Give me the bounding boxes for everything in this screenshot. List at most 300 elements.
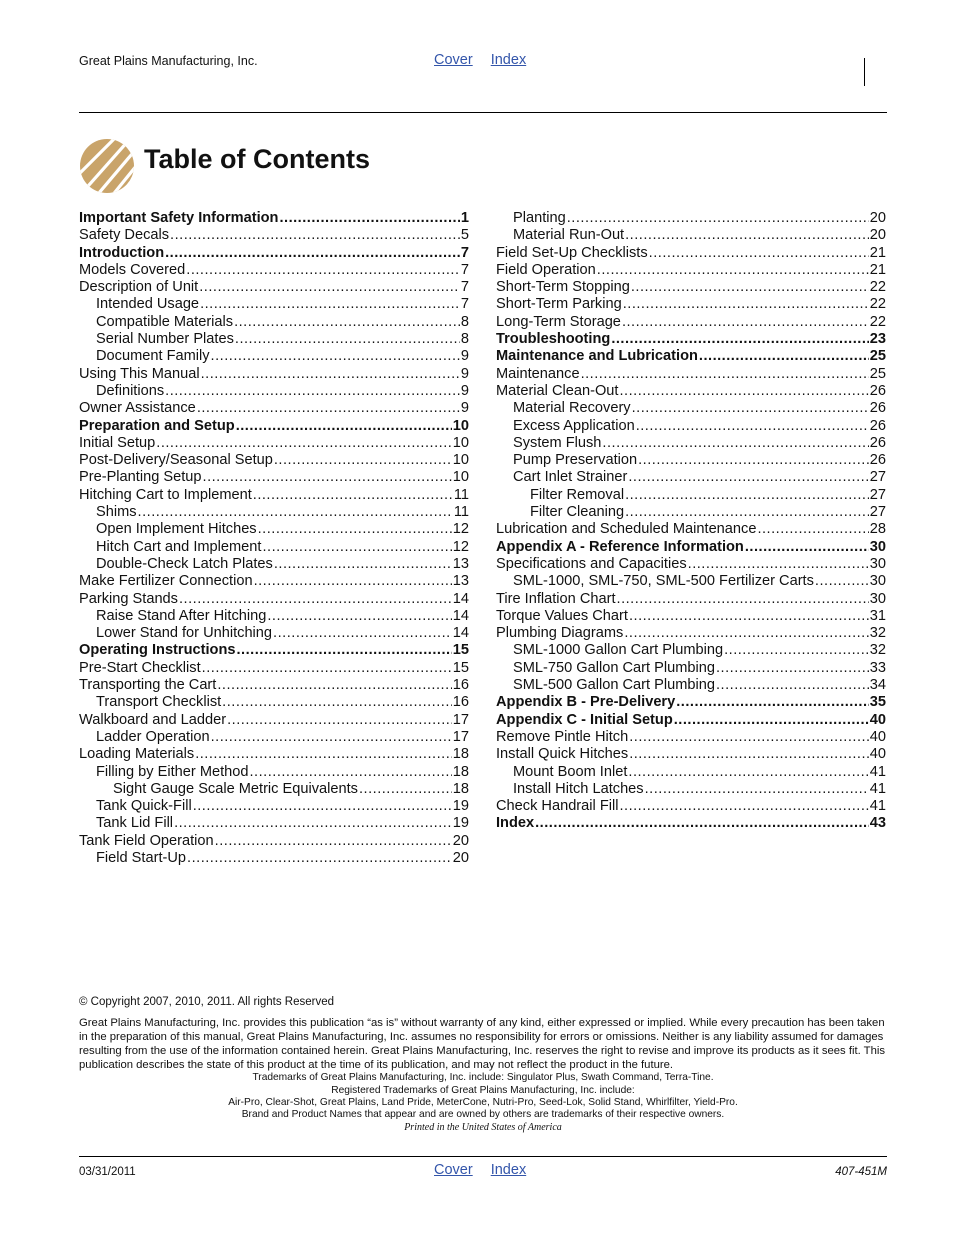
toc-leader-dots: [201, 366, 460, 383]
page-title: Table of Contents: [144, 144, 370, 174]
printed-note: Printed in the United States of America: [404, 1122, 562, 1133]
toc-entry-title: Preparation and Setup: [79, 417, 235, 434]
toc-entry-page: 30: [869, 538, 886, 555]
toc-entry-page: 12: [452, 521, 469, 538]
toc-entry-title: Tank Quick-Fill: [96, 798, 192, 815]
footer-doc-number: 407-451M: [835, 1166, 887, 1178]
toc-leader-dots: [716, 660, 869, 677]
toc-entry-page: 26: [869, 434, 886, 451]
toc-leader-dots: [724, 642, 869, 659]
toc-entry-title: Shims: [96, 504, 137, 521]
toc-entry-page: 21: [869, 261, 886, 278]
toc-entry[interactable]: [496, 798, 886, 815]
toc-entry[interactable]: [496, 591, 886, 608]
footer-nav: [434, 1162, 540, 1178]
toc-entry-page: 7: [460, 261, 469, 278]
toc-entry[interactable]: [79, 227, 469, 244]
toc-leader-dots: [211, 729, 452, 746]
toc-entry-title: Tank Field Operation: [79, 832, 214, 849]
toc-entry-title: Raise Stand After Hitching: [96, 607, 267, 624]
toc-entry-page: 10: [452, 417, 469, 434]
trademark-line: Brand and Product Names that appear and are owned by others are trademarks of their respective owners.: [241, 1109, 725, 1120]
toc-entry[interactable]: [496, 245, 886, 262]
toc-entry-title: Open Implement Hitches: [96, 521, 257, 538]
toc-entry[interactable]: [79, 418, 469, 435]
toc-entry[interactable]: [79, 764, 469, 781]
toc-entry[interactable]: [496, 556, 886, 573]
index-link[interactable]: Index: [490, 1162, 527, 1178]
toc-entry[interactable]: [79, 591, 469, 608]
toc-entry-page: 34: [869, 677, 886, 694]
toc-entry-page: 8: [460, 313, 469, 330]
toc-entry-title: Initial Setup: [79, 434, 156, 451]
toc-leader-dots: [625, 487, 869, 504]
toc-leader-dots: [649, 245, 869, 262]
cover-link[interactable]: Cover: [434, 1162, 473, 1178]
toc-entry-title: Maintenance: [496, 365, 580, 382]
toc-entry-title: Walkboard and Ladder: [79, 711, 227, 728]
toc-entry[interactable]: [79, 262, 469, 279]
toc-leader-dots: [617, 591, 869, 608]
toc-entry-page: 8: [460, 331, 469, 348]
toc-entry-page: 14: [452, 607, 469, 624]
toc-entry[interactable]: [496, 573, 886, 590]
toc-leader-dots: [628, 469, 868, 486]
toc-leader-dots: [211, 348, 460, 365]
toc-leader-dots: [222, 694, 452, 711]
toc-entry-page: 21: [869, 244, 886, 261]
toc-entry-title: Double-Check Latch Plates: [96, 555, 273, 572]
toc-leader-dots: [619, 383, 868, 400]
toc-entry-title: Hitch Cart and Implement: [96, 538, 262, 555]
toc-entry-title: Material Recovery: [513, 400, 631, 417]
toc-entry-title: Material Clean-Out: [496, 382, 619, 399]
bottom-rule: [79, 1156, 887, 1157]
toc-entry-title: Short-Term Stopping: [496, 279, 630, 296]
toc-entry[interactable]: [79, 660, 469, 677]
toc-entry-title: Planting: [513, 210, 566, 226]
toc-entry-title: Document Family: [96, 348, 210, 365]
toc-entry-page: 20: [869, 227, 886, 244]
toc-entry-title: Specifications and Capacities: [496, 555, 687, 572]
toc-entry[interactable]: [79, 539, 469, 556]
toc-entry-page: 9: [460, 382, 469, 399]
toc-leader-dots: [632, 400, 869, 417]
toc-entry-page: 41: [869, 763, 886, 780]
toc-leader-dots: [674, 712, 869, 729]
toc-leader-dots: [235, 331, 460, 348]
toc-entry-page: 25: [869, 348, 886, 365]
toc-entry[interactable]: [79, 469, 469, 486]
toc-entry[interactable]: [496, 660, 886, 677]
toc-entry-page: 22: [869, 313, 886, 330]
toc-entry[interactable]: [79, 366, 469, 383]
toc-entry-title: Lubrication and Scheduled Maintenance: [496, 521, 757, 538]
toc-entry-page: 9: [460, 400, 469, 417]
toc-entry-page: 7: [460, 279, 469, 296]
toc-entry-page: 9: [460, 348, 469, 365]
toc-leader-dots: [645, 781, 869, 798]
toc-leader-dots: [699, 348, 869, 365]
toc-entry-title: Pre-Planting Setup: [79, 469, 202, 486]
toc-entry[interactable]: [496, 383, 886, 400]
toc-entry-page: 20: [452, 832, 469, 849]
toc-entry[interactable]: [79, 625, 469, 642]
toc-leader-dots: [200, 296, 460, 313]
toc-entry-page: 20: [869, 210, 886, 226]
toc-entry-title: Operating Instructions: [79, 642, 236, 659]
toc-entry[interactable]: [79, 452, 469, 469]
toc-entry[interactable]: [496, 677, 886, 694]
toc-entry[interactable]: [496, 729, 886, 746]
toc-entry-page: 26: [869, 400, 886, 417]
toc-entry-title: Appendix C - Initial Setup: [496, 711, 673, 728]
toc-entry-page: 30: [869, 573, 886, 590]
toc-entry[interactable]: [79, 504, 469, 521]
toc-entry-page: 26: [869, 452, 886, 469]
toc-leader-dots: [186, 262, 460, 279]
toc-entry-title: Tire Inflation Chart: [496, 590, 616, 607]
toc-entry-title: Definitions: [96, 382, 165, 399]
toc-entry[interactable]: [79, 677, 469, 694]
toc-leader-dots: [165, 245, 460, 262]
toc-entry-page: 11: [453, 504, 469, 521]
toc-leader-dots: [638, 452, 869, 469]
toc-entry-title: Excess Application: [513, 417, 635, 434]
toc-leader-dots: [359, 781, 452, 798]
toc-entry[interactable]: [496, 712, 886, 729]
footer-date: 03/31/2011: [79, 1166, 136, 1178]
toc-entry-page: 19: [452, 798, 469, 815]
toc-entry-title: Plumbing Diagrams: [496, 625, 624, 642]
toc-entry-title: Loading Materials: [79, 746, 195, 763]
toc-leader-dots: [623, 296, 869, 313]
toc-leader-dots: [197, 400, 460, 417]
toc-leader-dots: [187, 850, 452, 867]
header-company: Great Plains Manufacturing, Inc.: [79, 54, 258, 68]
toc-leader-dots: [253, 487, 453, 504]
toc-entry-page: 27: [869, 486, 886, 503]
toc-entry-title: Torque Values Chart: [496, 607, 628, 624]
toc-entry[interactable]: [79, 487, 469, 504]
toc-leader-dots: [165, 383, 460, 400]
toc-entry[interactable]: [496, 521, 886, 538]
toc-leader-dots: [619, 798, 868, 815]
toc-leader-dots: [170, 227, 460, 244]
toc-entry[interactable]: [496, 608, 886, 625]
toc-entry[interactable]: [79, 573, 469, 590]
toc-entry-page: 28: [869, 521, 886, 538]
toc-entry[interactable]: [79, 850, 469, 867]
toc-entry[interactable]: [79, 210, 469, 227]
toc-entry[interactable]: [496, 504, 886, 521]
toc-leader-dots: [273, 625, 452, 642]
toc-entry-page: 30: [869, 590, 886, 607]
toc-leader-dots: [236, 418, 452, 435]
toc-entry-page: 17: [452, 711, 469, 728]
toc-entry[interactable]: [496, 262, 886, 279]
toc-leader-dots: [622, 314, 869, 331]
toc-entry[interactable]: [496, 314, 886, 331]
toc-leader-dots: [581, 366, 869, 383]
toc-entry-page: 10: [452, 452, 469, 469]
toc-entry-title: Check Handrail Fill: [496, 798, 619, 815]
top-rule: [79, 112, 887, 113]
toc-entry[interactable]: [496, 764, 886, 781]
toc-entry-title: Description of Unit: [79, 279, 199, 296]
toc-entry[interactable]: [79, 400, 469, 417]
toc-entry-title: Install Hitch Latches: [513, 780, 644, 797]
toc-leader-dots: [195, 746, 452, 763]
toc-entry-title: Field Start-Up: [96, 849, 187, 866]
toc-entry[interactable]: [79, 296, 469, 313]
toc-entry[interactable]: [79, 815, 469, 832]
toc-entry[interactable]: [496, 418, 886, 435]
toc-entry-title: Compatible Materials: [96, 313, 234, 330]
toc-leader-dots: [215, 833, 452, 850]
toc-entry[interactable]: [79, 729, 469, 746]
toc-entry-page: 7: [460, 244, 469, 261]
toc-leader-dots: [138, 504, 453, 521]
toc-entry-page: 40: [869, 728, 886, 745]
toc-entry[interactable]: [496, 210, 886, 227]
toc-entry[interactable]: [79, 712, 469, 729]
header-nav: [434, 52, 540, 68]
toc-entry-page: 16: [452, 694, 469, 711]
toc-leader-dots: [267, 608, 451, 625]
toc-entry-title: Filling by Either Method: [96, 763, 249, 780]
toc-entry-title: Intended Usage: [96, 296, 200, 313]
great-plains-logo-icon: [79, 138, 135, 194]
toc-entry[interactable]: [79, 279, 469, 296]
toc-entry-page: 9: [460, 365, 469, 382]
toc-entry[interactable]: [79, 348, 469, 365]
toc-entry[interactable]: [496, 279, 886, 296]
toc-leader-dots: [567, 210, 869, 227]
toc-entry-page: 43: [869, 815, 886, 832]
toc-entry-title: Transport Checklist: [96, 694, 222, 711]
toc-entry-title: Install Quick Hitches: [496, 746, 629, 763]
toc-entry[interactable]: [496, 296, 886, 313]
toc-entry-page: 27: [869, 504, 886, 521]
toc-entry-title: SML-750 Gallon Cart Plumbing: [513, 659, 715, 676]
toc-entry-page: 26: [869, 417, 886, 434]
toc-entry-page: 25: [869, 365, 886, 382]
toc-entry-title: Important Safety Information: [79, 210, 279, 226]
trademark-line: Air-Pro, Clear-Shot, Great Plains, Land Pride, MeterCone, Nutri-Pro, Seed-Lok, Solid Stand, Whirlfilter, Yield-Pro.: [228, 1097, 738, 1108]
toc-entry-title: Remove Pintle Hitch: [496, 728, 629, 745]
toc-entry[interactable]: [79, 608, 469, 625]
toc-entry[interactable]: [496, 694, 886, 711]
toc-entry-title: SML-500 Gallon Cart Plumbing: [513, 677, 715, 694]
toc-entry-page: 18: [452, 763, 469, 780]
toc-entry[interactable]: [79, 314, 469, 331]
toc-entry-page: 14: [452, 590, 469, 607]
toc-entry-title: Material Run-Out: [513, 227, 625, 244]
toc-leader-dots: [628, 764, 868, 781]
toc-entry-title: Short-Term Parking: [496, 296, 622, 313]
toc-entry[interactable]: [79, 245, 469, 262]
toc-entry-title: Pre-Start Checklist: [79, 659, 201, 676]
toc-entry-title: Maintenance and Lubrication: [496, 348, 698, 365]
toc-entry-title: Safety Decals: [79, 227, 170, 244]
toc-leader-dots: [611, 331, 868, 348]
toc-entry[interactable]: [496, 452, 886, 469]
toc-leader-dots: [745, 539, 869, 556]
toc-entry-page: 33: [869, 659, 886, 676]
toc-entry[interactable]: [496, 539, 886, 556]
toc-entry-title: Ladder Operation: [96, 728, 210, 745]
trademark-line: Registered Trademarks of Great Plains Manufacturing, Inc. include:: [331, 1085, 635, 1096]
toc-entry[interactable]: [496, 487, 886, 504]
toc-entry[interactable]: [79, 556, 469, 573]
toc-entry[interactable]: [496, 746, 886, 763]
toc-entry-page: 35: [869, 694, 886, 711]
toc-entry-title: Lower Stand for Unhitching: [96, 625, 273, 642]
toc-leader-dots: [193, 798, 452, 815]
trademark-line: Trademarks of Great Plains Manufacturing, Inc. include: Singulator Plus, Swath Command, Terra-Tine.: [252, 1072, 714, 1083]
toc-entry[interactable]: [496, 469, 886, 486]
toc-leader-dots: [234, 314, 460, 331]
toc-entry[interactable]: [79, 642, 469, 659]
toc-entry[interactable]: [79, 833, 469, 850]
toc-leader-dots: [179, 591, 452, 608]
toc-entry[interactable]: [496, 348, 886, 365]
toc-leader-dots: [174, 815, 452, 832]
toc-entry-page: 40: [869, 711, 886, 728]
toc-entry-title: Owner Assistance: [79, 400, 196, 417]
cover-link[interactable]: Cover: [434, 52, 473, 68]
toc-leader-dots: [688, 556, 869, 573]
toc-entry[interactable]: [79, 746, 469, 763]
toc-entry-page: 18: [452, 780, 469, 797]
toc-entry[interactable]: [496, 625, 886, 642]
toc-leader-dots: [815, 573, 869, 590]
toc-leader-dots: [274, 452, 452, 469]
toc-entry-title: Filter Removal: [530, 486, 625, 503]
toc-entry-page: 12: [452, 538, 469, 555]
toc-entry-page: 31: [869, 607, 886, 624]
toc-entry-title: Models Covered: [79, 261, 186, 278]
toc-entry-page: 10: [452, 434, 469, 451]
index-link[interactable]: Index: [490, 52, 527, 68]
toc-entry-title: Appendix B - Pre-Delivery: [496, 694, 676, 711]
toc-entry-page: 10: [452, 469, 469, 486]
toc-leader-dots: [217, 677, 451, 694]
disclaimer: Great Plains Manufacturing, Inc. provides this publication “as is” without warranty of any kind, either expressed or implied. While every precaution has been taken in the preparation of this manual, Great Plains Manufacturing, Inc. assumes no responsibility for errors or omissions. Neither is any liability assumed for damages resulting from the use of the information contained herein. Great Plains Manufacturing, Inc. reserves the right to revise and improve its products as it sees fit. This publication describes the state of this product at the time of its publication, and may not reflect the product in the future.: [79, 1017, 886, 1071]
toc-entry-title: Pump Preservation: [513, 452, 638, 469]
toc-entry[interactable]: [496, 781, 886, 798]
toc-leader-dots: [625, 227, 869, 244]
toc-entry-title: Field Operation: [496, 261, 596, 278]
toc-entry[interactable]: [79, 694, 469, 711]
toc-entry-title: Transporting the Cart: [79, 677, 217, 694]
toc-entry[interactable]: [496, 642, 886, 659]
toc-leader-dots: [629, 746, 869, 763]
toc-entry-title: Troubleshooting: [496, 331, 611, 348]
toc-leader-dots: [250, 764, 452, 781]
toc-leader-dots: [156, 435, 452, 452]
toc-entry-title: Introduction: [79, 244, 165, 261]
toc-leader-dots: [258, 521, 452, 538]
toc-leader-dots: [274, 556, 452, 573]
toc-entry[interactable]: [79, 383, 469, 400]
toc-entry-title: Mount Boom Inlet: [513, 763, 628, 780]
toc-entry-page: 18: [452, 746, 469, 763]
toc-entry-page: 14: [452, 625, 469, 642]
toc-entry[interactable]: [496, 400, 886, 417]
toc-entry-title: System Flush: [513, 434, 602, 451]
toc-entry[interactable]: [79, 331, 469, 348]
toc-entry-page: 40: [869, 746, 886, 763]
toc-entry-page: 16: [452, 677, 469, 694]
toc-entry-page: 5: [460, 227, 469, 244]
toc-entry-page: 26: [869, 382, 886, 399]
toc-leader-dots: [279, 210, 459, 227]
toc-entry-title: Parking Stands: [79, 590, 178, 607]
toc-leader-dots: [676, 694, 869, 711]
toc-entry-title: Appendix A - Reference Information: [496, 538, 744, 555]
toc-entry-page: 15: [452, 659, 469, 676]
toc-leader-dots: [624, 625, 868, 642]
toc-entry-page: 22: [869, 296, 886, 313]
copyright: © Copyright 2007, 2010, 2011. All rights Reserved: [79, 996, 335, 1008]
toc-entry-title: Tank Lid Fill: [96, 815, 174, 832]
header-divider: [864, 58, 865, 86]
toc-leader-dots: [757, 521, 868, 538]
toc-entry[interactable]: [79, 781, 469, 798]
toc-leader-dots: [237, 642, 452, 659]
toc-entry[interactable]: [79, 798, 469, 815]
toc-entry-title: Long-Term Storage: [496, 313, 621, 330]
toc-entry[interactable]: [496, 815, 886, 832]
toc-entry-page: 23: [869, 331, 886, 348]
toc-entry-page: 30: [869, 555, 886, 572]
toc-entry-page: 13: [452, 573, 469, 590]
toc-leader-dots: [254, 573, 452, 590]
toc-leader-dots: [629, 729, 869, 746]
toc-entry-page: 7: [460, 296, 469, 313]
toc-entry[interactable]: [496, 227, 886, 244]
toc-entry-page: 32: [869, 642, 886, 659]
toc-entry-title: SML-1000, SML-750, SML-500 Fertilizer Carts: [513, 573, 814, 590]
toc-entry-page: 32: [869, 625, 886, 642]
toc-entry-title: Make Fertilizer Connection: [79, 573, 253, 590]
toc-entry-title: Index: [496, 815, 535, 832]
toc-entry[interactable]: [79, 435, 469, 452]
toc-entry[interactable]: [496, 331, 886, 348]
toc-entry-page: 22: [869, 279, 886, 296]
toc-entry-page: 11: [453, 486, 469, 503]
toc-entry-title: Using This Manual: [79, 365, 200, 382]
toc-leader-dots: [716, 677, 869, 694]
toc-entry[interactable]: [496, 366, 886, 383]
toc-leader-dots: [631, 279, 869, 296]
toc-entry[interactable]: [496, 435, 886, 452]
toc-leader-dots: [203, 469, 452, 486]
toc-entry-page: 19: [452, 815, 469, 832]
toc-leader-dots: [262, 539, 451, 556]
toc-leader-dots: [629, 608, 869, 625]
toc-leader-dots: [202, 660, 452, 677]
toc-entry-title: Hitching Cart to Implement: [79, 486, 252, 503]
toc-entry-page: 17: [452, 728, 469, 745]
toc-entry-title: Serial Number Plates: [96, 331, 234, 348]
toc-entry-page: 13: [452, 555, 469, 572]
toc-leader-dots: [199, 279, 460, 296]
toc-entry-page: 41: [869, 780, 886, 797]
toc-entry[interactable]: [79, 521, 469, 538]
